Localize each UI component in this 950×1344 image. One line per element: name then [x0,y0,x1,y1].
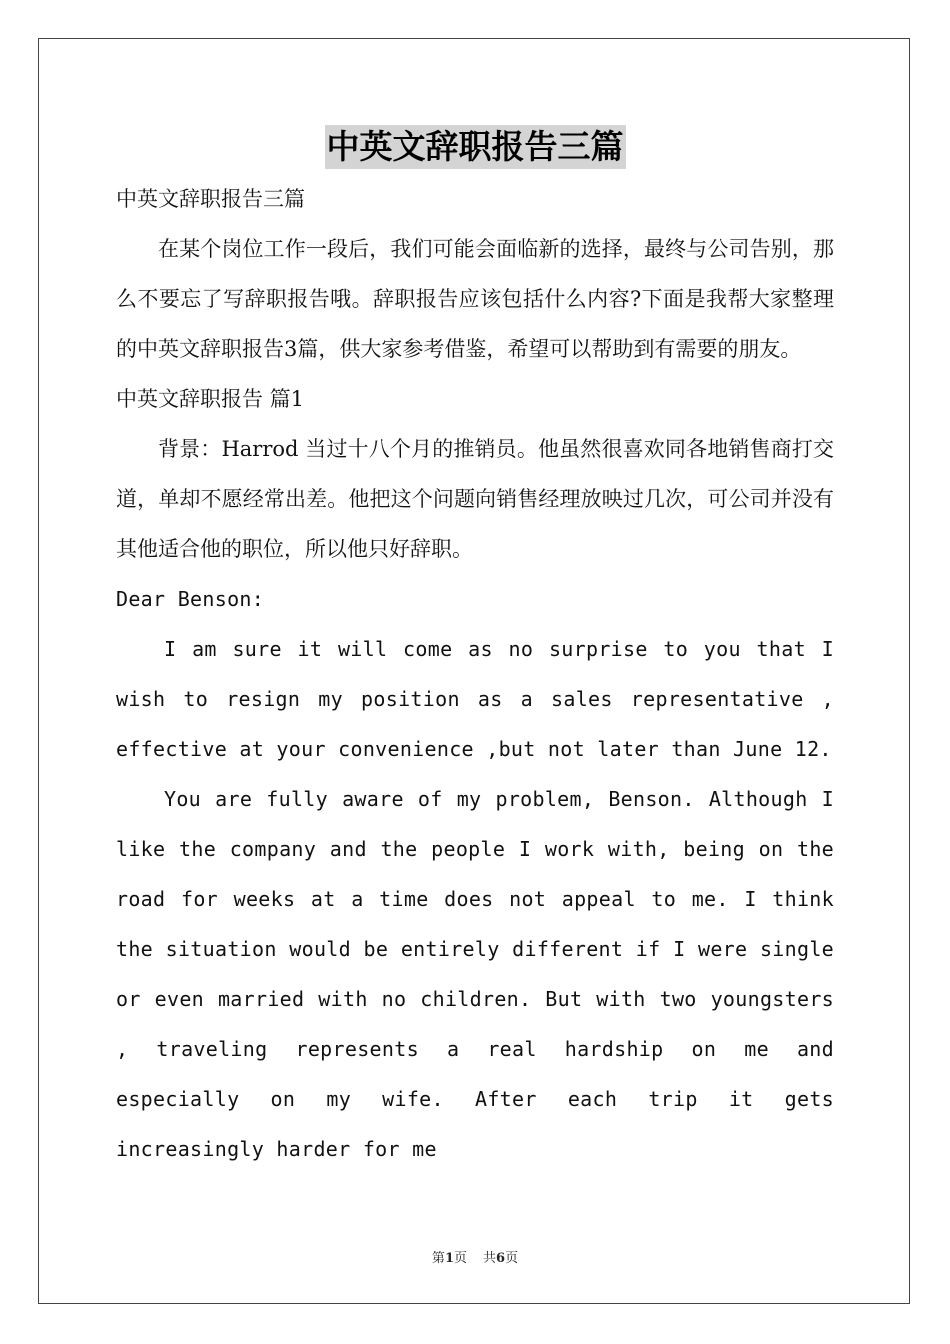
document-body [116,174,834,1174]
page-total: 6 [496,1251,506,1266]
page-footer [0,1247,950,1266]
intro-paragraph: 在某个岗位工作一段后，我们可能会面临新的选择，最终与公司告别，那么不要忘了写辞职报告哦。辞职报告应该包括什么内容?下面是我帮大家整理的中英文辞职报告3篇，供大家参考借鉴，希望可以帮助到有需要的朋友。 [116,237,834,361]
background-paragraph: 背景：Harrod 当过十八个月的推销员。他虽然很喜欢同各地销售商打交道，单却不愿经常出差。他把这个问题向销售经理放映过几次，可公司并没有其他适合他的职位，所以他只好辞职。 [116,437,834,561]
letter-paragraph-1: I am sure it will come as no surprise to you that I wish to resign my position as a sales representative , effective at your convenience ,but not later than June 12. [116,637,834,761]
document-subtitle: 中英文辞职报告三篇 [116,187,305,211]
page-label-mid: 页 [453,1251,467,1266]
title-area [0,125,950,169]
document-title: 中英文辞职报告三篇 [325,125,626,169]
letter-paragraph-2: You are fully aware of my problem, Benson. Although I like the company and the people I work with, being on the road for weeks at a time does not appeal to me. I think the situation would be entirely different if I were single or even married with no children. But with two youngsters , traveling represents a real hardship on me and especially on my wife. After each trip it gets increasingly harder for me [116,787,834,1161]
section-heading: 中英文辞职报告 篇1 [116,387,305,411]
page-current: 1 [444,1251,454,1266]
total-label-prefix: 共 [483,1251,497,1266]
total-label-suffix: 页 [505,1251,519,1266]
page-label-prefix: 第 [431,1251,445,1266]
letter-salutation: Dear Benson: [116,587,265,611]
